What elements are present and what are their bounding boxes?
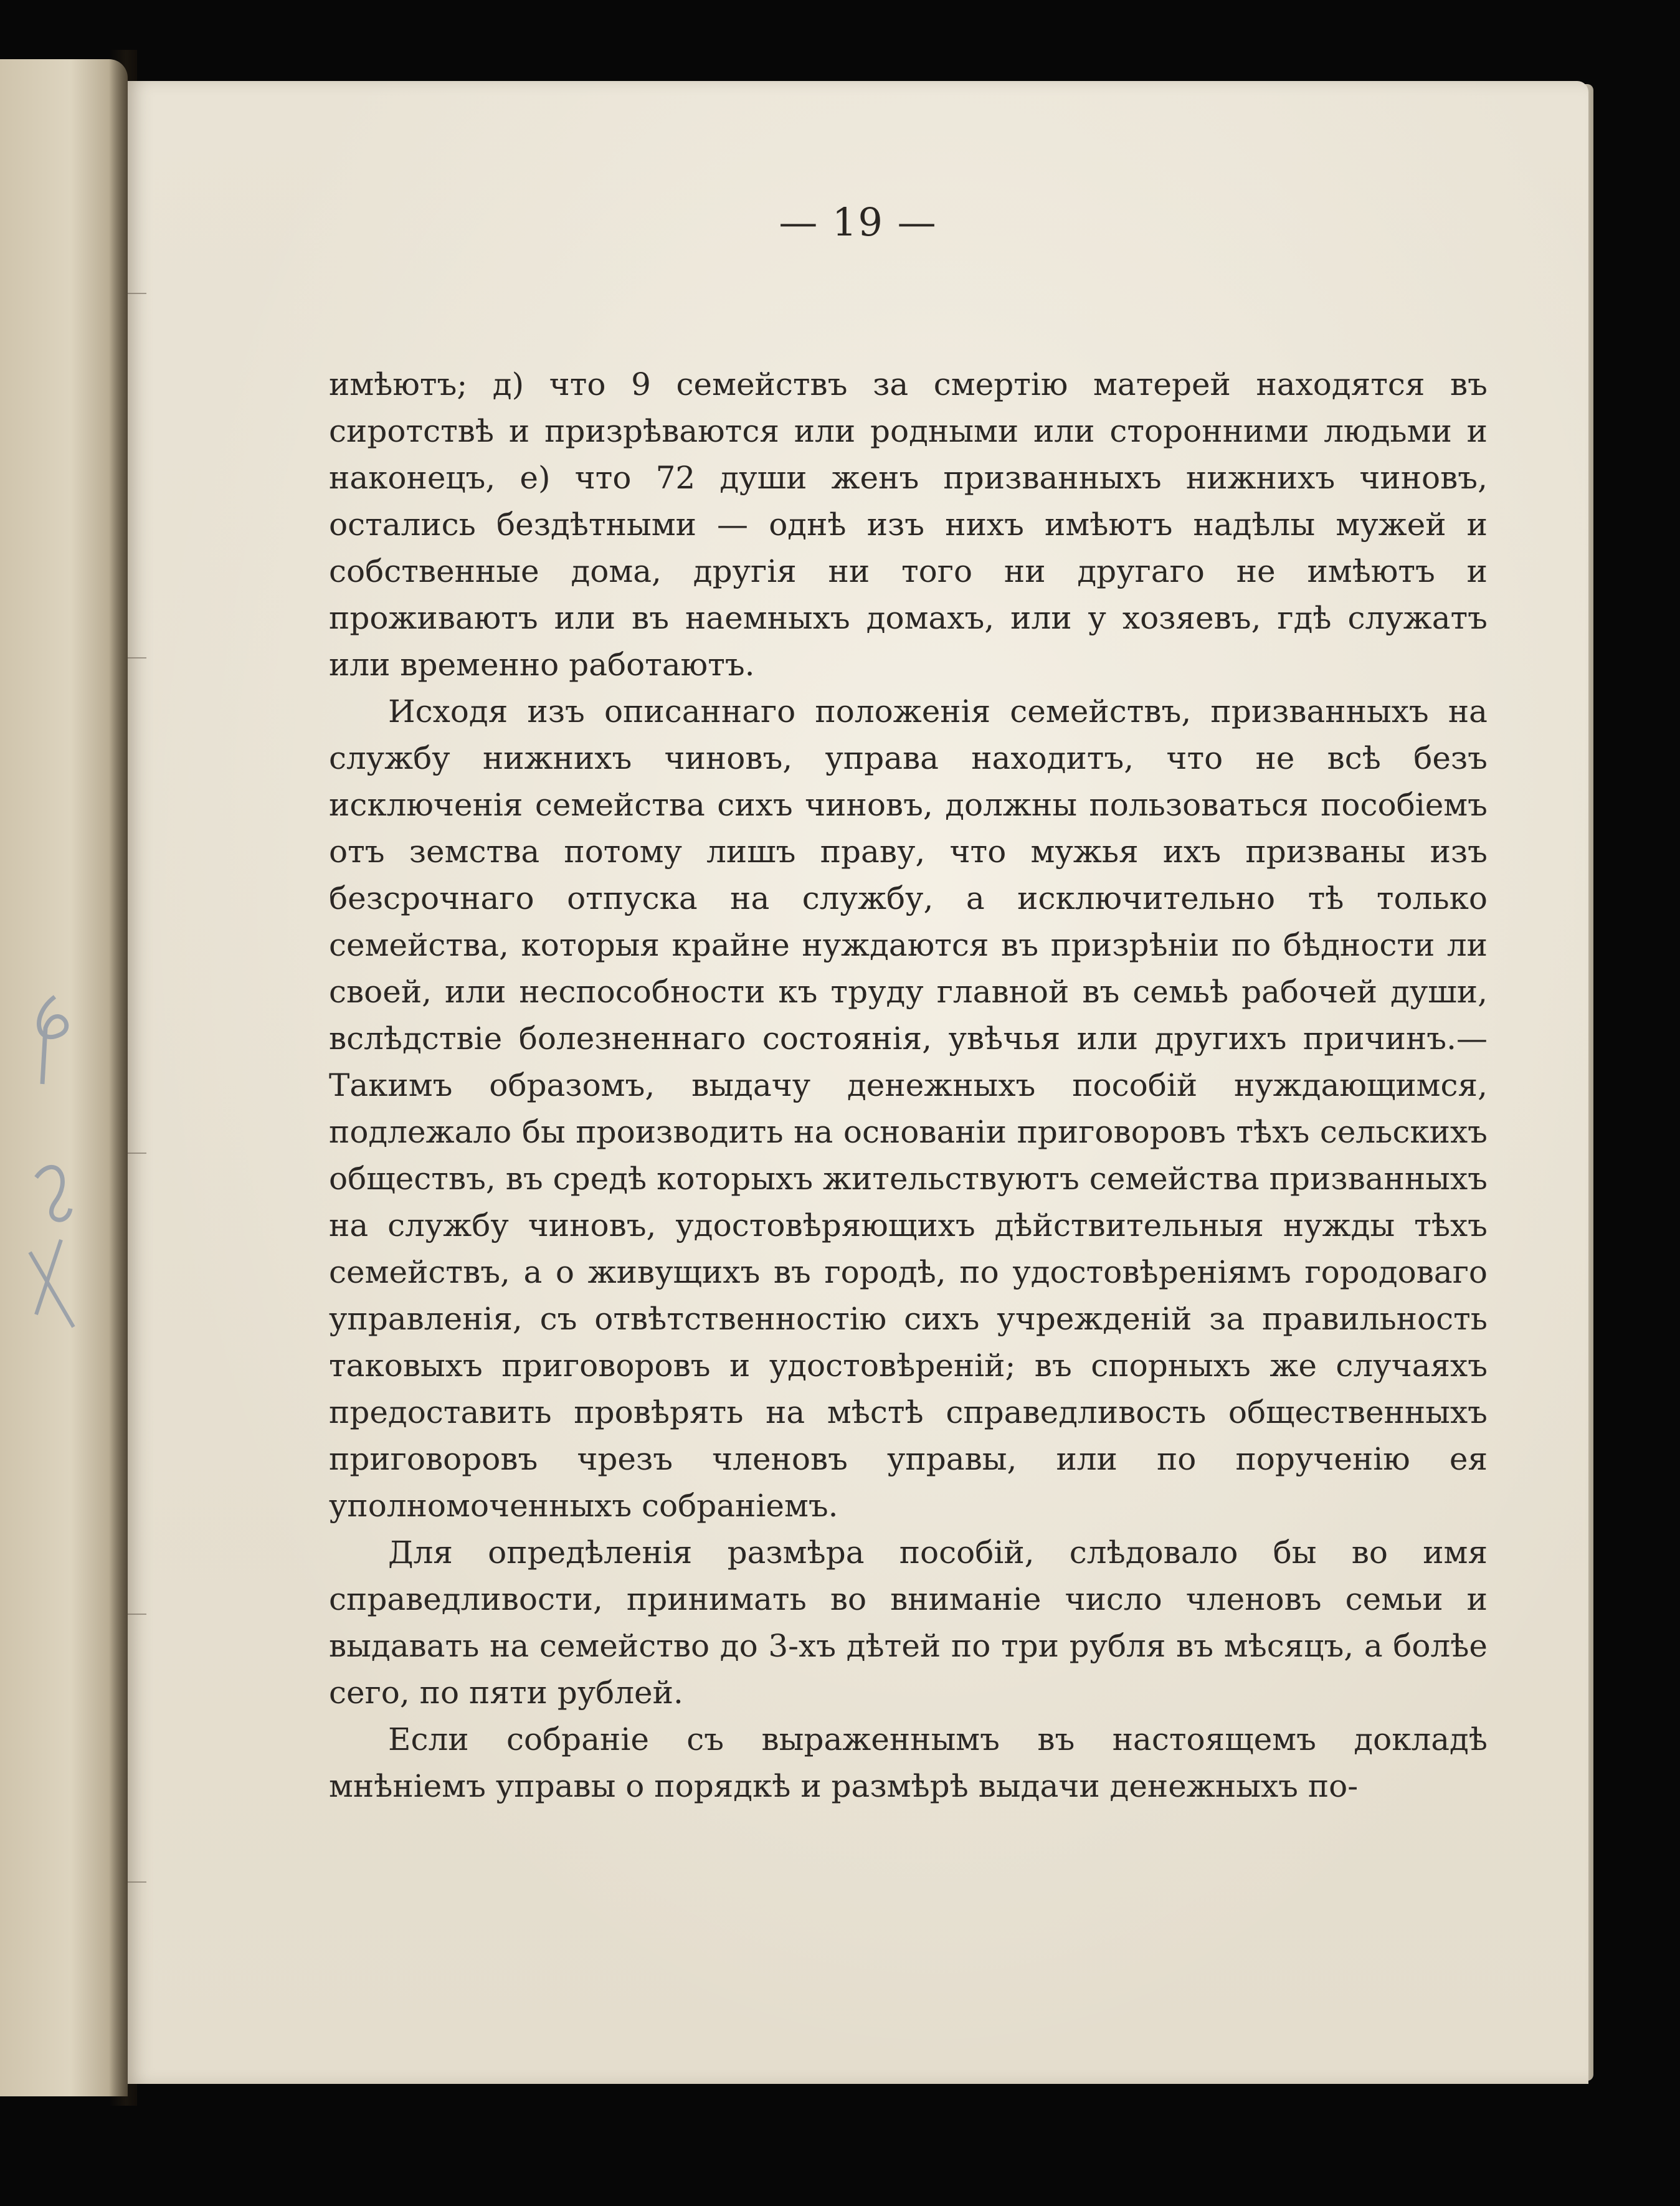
paragraph-continuation: имѣютъ; д) что 9 семействъ за смертію матерей находятся въ сиротствѣ и призрѣваются или родными или сторонними людьми и наконецъ, е) что 72 души женъ призванныхъ нижнихъ чиновъ, остались бездѣтными — однѣ изъ нихъ имѣютъ надѣлы мужей и собственные дома, другія ни того ни другаго не имѣютъ и проживаютъ или въ наемныхъ домахъ, или у хозяевъ, гдѣ служатъ или временно работаютъ. xyxy=(329,366,1488,683)
margin-tick xyxy=(128,1881,146,1883)
paragraph: Исходя изъ описаннаго положенія семействъ, призванныхъ на службу нижнихъ чиновъ, управа находитъ, что не всѣ безъ исключенія семейства сихъ чиновъ, должны пользоваться пособіемъ отъ земства потому лишъ праву, что мужья ихъ призваны изъ безсрочнаго отпуска на службу, а исключительно тѣ только семейства, которыя крайне нуждаются въ призрѣніи по бѣдности ли своей, или неспособности къ труду главной въ семьѣ рабочей души, вслѣдствіе болезненнаго состоянія, увѣчья или другихъ причинъ.—Такимъ образомъ, выдачу денежныхъ пособій нуждающимся, подлежало бы производить на основаніи приговоровъ тѣхъ сельскихъ обществъ, въ средѣ которыхъ жительствуютъ семейства призванныхъ на службу чиновъ, удостовѣряющихъ дѣйствительныя нужды тѣхъ семействъ, а о живущихъ въ городѣ, по удостовѣреніямъ городоваго управленія, съ отвѣтственностію сихъ учрежденій за правильность таковыхъ приговоровъ и удостовѣреній; въ спорныхъ же случаяхъ предоставить провѣрять на мѣстѣ справедливость общественныхъ приговоровъ чрезъ членовъ управы, или по порученію ея уполномоченныхъ собраніемъ. xyxy=(329,693,1488,1524)
page-number: — 19 — xyxy=(779,199,937,245)
margin-tick xyxy=(128,657,146,658)
paragraph: Для опредѣленія размѣра пособій, слѣдовало бы во имя справедливости, принимать во вниманіе число членовъ семьи и выдавать на семейство до 3-хъ дѣтей по три рубля въ мѣсяцъ, а болѣе сего, по пяти рублей. xyxy=(329,1534,1488,1711)
margin-tick xyxy=(128,1614,146,1615)
margin-tick xyxy=(128,293,146,294)
body-text xyxy=(329,361,1488,1810)
pencil-marginalia xyxy=(17,991,86,1339)
margin-tick xyxy=(128,1153,146,1154)
paragraph: Если собраніе съ выраженнымъ въ настоящемъ докладѣ мнѣніемъ управы о порядкѣ и размѣрѣ выдачи денежныхъ по- xyxy=(329,1721,1488,1804)
book-page xyxy=(128,81,1588,2084)
